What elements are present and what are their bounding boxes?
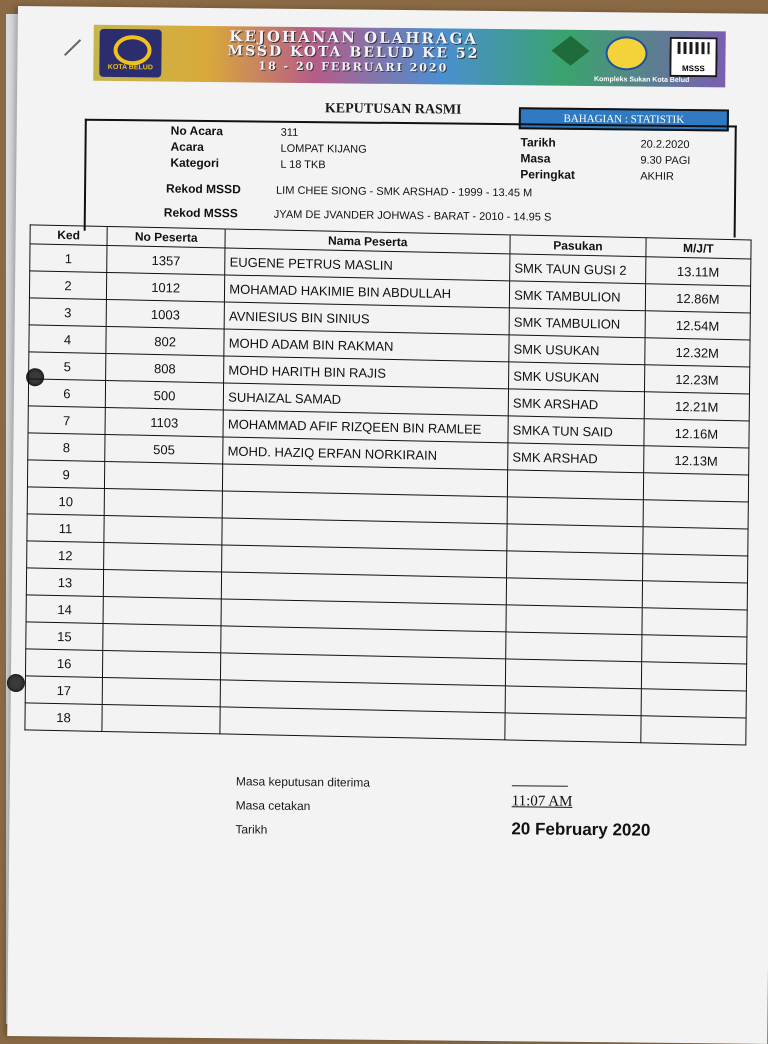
education-emblem-icon [605,36,647,70]
punch-hole-lower [7,674,25,692]
event-banner [93,25,726,88]
rekod-mssd-value: LIM CHEE SIONG - SMK ARSHAD - 1999 - 13.45 M [276,184,533,200]
cell-nama: MOHD. HAZIQ ERFAN NORKIRAIN [223,437,508,470]
cell-ked: 3 [29,298,106,327]
cell-nama: SUHAIZAL SAMAD [224,383,509,416]
no-acara-label: No Acara [170,123,224,139]
banner-line-3: 18 - 20 FEBRUARI 2020 [258,59,449,75]
cell-mjt [641,662,747,691]
cell-ked: 11 [27,514,104,543]
cell-ked: 10 [27,487,104,516]
cell-ked: 13 [26,568,103,597]
cell-no: 802 [106,326,225,355]
cell-ked: 8 [28,433,105,462]
cell-pasukan [505,686,641,716]
cell-mjt [641,689,747,718]
cell-pasukan [506,659,642,689]
cell-pasukan [505,713,641,743]
cell-mjt [642,581,748,610]
cell-mjt: 12.86M [645,284,751,313]
cell-pasukan [507,497,643,527]
cell-ked: 7 [28,406,105,435]
banner-venue: Kompleks Sukan Kota Belud [593,76,690,85]
cell-pasukan [507,524,643,554]
header-pasukan: Pasukan [510,235,646,257]
cell-no [102,677,221,706]
msss-logo-text: MSSS [681,63,705,74]
signature-line [512,785,568,787]
acara-value: LOMPAT KIJANG [280,142,367,156]
print-time-value: 11:07 AM [511,793,573,810]
cell-mjt [641,635,747,664]
cell-no: 500 [105,380,224,409]
cell-no [103,623,222,652]
kota-belud-logo-text: KOTA BELUD [107,63,153,72]
cell-nama: AVNIESIUS BIN SINIUS [224,302,509,335]
acara-label: Acara [170,139,204,154]
cell-no: 808 [106,353,225,382]
cell-no [104,461,223,490]
cell-pasukan [507,551,643,581]
banner-line-1: KEJOHANAN OLAHRAGA [229,27,479,48]
cell-mjt [643,473,749,502]
kota-belud-logo [99,29,161,78]
date-label: Tarikh [235,822,268,837]
event-info-frame [84,119,737,238]
cell-mjt: 12.54M [645,311,751,340]
cell-ked: 15 [26,622,103,651]
cell-ked: 12 [27,541,104,570]
cell-mjt [642,608,748,637]
pen-mark [64,39,81,56]
received-time-label: Masa keputusan diterima [235,774,371,790]
cell-pasukan [506,632,642,662]
cell-nama: MOHAMAD HAKIMIE BIN ABDULLAH [225,275,510,308]
peringkat-label: Peringkat [520,167,576,182]
cell-mjt: 12.21M [644,392,750,421]
cell-no [104,515,223,544]
cell-no [104,542,223,571]
rekod-msss-value: JYAM DE JVANDER JOHWAS - BARAT - 2010 - 14.95 S [273,208,552,224]
cell-nama: MOHD ADAM BIN RAKMAN [224,329,509,362]
cell-mjt: 12.32M [644,338,750,367]
cell-pasukan [507,470,643,500]
print-date-value: 20 February 2020 [511,819,651,840]
cell-pasukan: SMK ARSHAD [508,443,644,473]
cell-ked: 4 [29,325,106,354]
results-table [24,224,751,745]
cell-ked: 9 [27,460,104,489]
header-ked: Ked [30,225,107,246]
cell-ked: 5 [29,352,106,381]
cell-no [103,569,222,598]
cell-mjt: 12.13M [643,446,749,475]
cell-mjt [641,716,747,745]
cell-mjt [642,554,748,583]
result-sheet [7,6,768,1044]
cell-no: 1103 [105,407,224,436]
cell-ked: 6 [28,379,105,408]
cell-pasukan: SMK USUKAN [509,362,645,392]
cell-nama [220,707,505,740]
cell-ked: 17 [25,676,102,705]
cell-nama: EUGENE PETRUS MASLIN [225,248,510,281]
document-title: KEPUTUSAN RASMI [324,101,462,118]
cell-ked: 18 [25,703,102,732]
banner-line-2: MSSD KOTA BELUD KE 52 [227,43,480,62]
cell-no: 1003 [106,299,225,328]
cell-nama: MOHAMMAD AFIF RIZQEEN BIN RAMLEE [223,410,508,443]
cell-pasukan [506,605,642,635]
header-no-peserta: No Peserta [107,226,225,247]
masa-value: 9.30 PAGI [640,154,691,168]
msss-logo [669,37,717,78]
cell-pasukan: SMKA TUN SAID [508,416,644,446]
kategori-value: L 18 TKB [280,158,326,172]
banner-title [183,28,523,76]
masa-label: Masa [520,151,551,166]
cell-pasukan [506,578,642,608]
cell-mjt [643,500,749,529]
cell-pasukan: SMK TAUN GUSI 2 [510,254,646,284]
cell-ked: 2 [29,271,106,300]
tarikh-label: Tarikh [520,135,556,150]
cell-no: 1357 [107,245,226,274]
no-acara-value: 311 [280,126,299,139]
cell-nama: MOHD HARITH BIN RAJIS [224,356,509,389]
peringkat-value: AKHIR [640,170,674,183]
cell-no [104,488,223,517]
header-mjt: M/J/T [646,238,751,259]
cell-ked: 16 [25,649,102,678]
results-body [25,244,751,745]
cell-no [103,650,222,679]
section-badge: BAHAGIAN : STATISTIK [519,107,729,131]
cell-pasukan: SMK TAMBULION [509,281,645,311]
district-emblem-icon [551,36,589,66]
cell-pasukan: SMK ARSHAD [508,389,644,419]
cell-ked: 14 [26,595,103,624]
cell-mjt: 13.11M [645,257,751,286]
cell-no: 505 [105,434,224,463]
cell-mjt: 12.23M [644,365,750,394]
tarikh-value: 20.2.2020 [640,138,690,152]
cell-mjt: 12.16M [644,419,750,448]
print-time-label: Masa cetakan [235,798,311,814]
cell-no: 1012 [106,272,225,301]
kategori-label: Kategori [170,155,220,171]
rekod-msss-label: Rekod MSSS [163,205,238,221]
cell-ked: 1 [30,244,107,273]
header-nama-peserta: Nama Peserta [225,229,510,254]
cell-no [102,704,221,733]
cell-pasukan: SMK USUKAN [509,335,645,365]
rekod-mssd-label: Rekod MSSD [166,181,241,197]
cell-pasukan: SMK TAMBULION [509,308,645,338]
cell-no [103,596,222,625]
cell-mjt [643,527,749,556]
